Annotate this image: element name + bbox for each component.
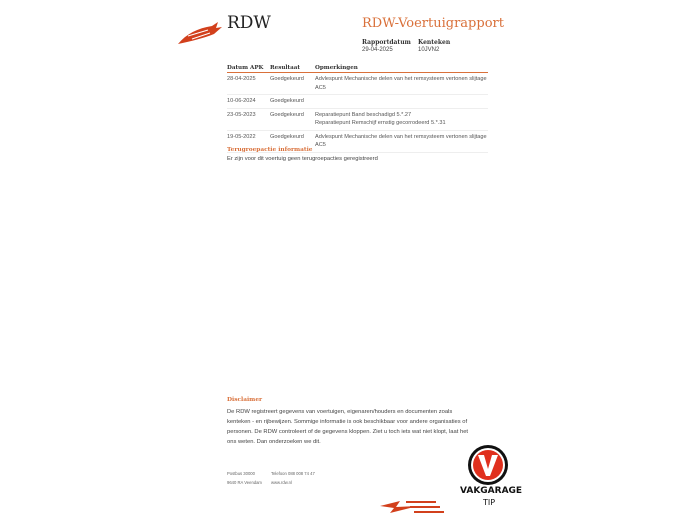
- table-row: [227, 108, 488, 130]
- cell-remark: Advlespunt Mechanische delen van het remsysteem vertonen slijtage AC5: [315, 130, 488, 152]
- col-remarks: Opmerkingen: [315, 64, 488, 73]
- table-row: [227, 73, 488, 95]
- plate-value: 10JVN2: [418, 47, 440, 53]
- cell-date: 23-05-2023: [227, 108, 270, 130]
- cell-remark: [315, 108, 488, 130]
- report-date-label: Rapportdatum: [362, 39, 411, 46]
- rdw-stripes-icon: [370, 498, 450, 514]
- cell-date: 19-05-2022: [227, 130, 270, 152]
- cell-remark: [315, 95, 488, 109]
- badge-line1: VAKGARAGE: [460, 486, 523, 496]
- recall-text: Er zijn voor dit voertuig geen terugroepacties geregistreerd: [227, 156, 378, 162]
- col-date: Datum APK: [227, 64, 270, 73]
- cell-date: 28-04-2025: [227, 73, 270, 95]
- rdw-logo-icon: [178, 22, 222, 46]
- report-title: RDW-Voertuigrapport: [362, 16, 504, 31]
- disclaimer-title: Disclaimer: [227, 397, 263, 403]
- recall-title: Terugroepactie informatie: [227, 147, 313, 153]
- plate-label: Kenteken: [418, 39, 451, 46]
- remark-line: Reparatiepunt Remschijf ernstig gecorrodeerd 5.*.31: [315, 120, 446, 126]
- col-result: Resultaat: [270, 64, 315, 73]
- footer-website[interactable]: www.rdw.nl: [271, 480, 292, 485]
- cell-date: 10-06-2024: [227, 95, 270, 109]
- cell-remark: Advlespunt Mechanische delen van het remsysteem vertonen slijtage AC5: [315, 73, 488, 95]
- apk-table: [227, 64, 488, 153]
- footer-address1: Postbus 30000: [227, 471, 255, 476]
- brand-name: RDW: [227, 13, 271, 33]
- footer-phone: Telefoon 088 008 74 47: [271, 471, 315, 476]
- footer-address2: 9640 RA Veendam: [227, 480, 262, 485]
- cell-result: Goedgekeurd: [270, 130, 315, 152]
- cell-result: Goedgekeurd: [270, 108, 315, 130]
- disclaimer-text: De RDW registreert gegevens van voertuigen, eigenaren/houders en documenten zoals kenteken - en rijbewijzen. Sommige informatie is ook beschikbaar voor andere organisaties of personen. De RDW controleert of de gegevens kloppen. Ziet u toch iets wat niet klopt, laat het ons weten. Dan onderzoeken we dit.: [227, 409, 469, 445]
- remark-line: Reparatiepunt Band beschadigd 5.*.27: [315, 111, 412, 118]
- cell-result: Goedgekeurd: [270, 73, 315, 95]
- report-date: 29-04-2025: [362, 47, 393, 53]
- table-row: [227, 95, 488, 109]
- badge-line2: TIP: [482, 498, 496, 507]
- vakgarage-badge-icon: [467, 444, 509, 486]
- cell-result: Goedgekeurd: [270, 95, 315, 109]
